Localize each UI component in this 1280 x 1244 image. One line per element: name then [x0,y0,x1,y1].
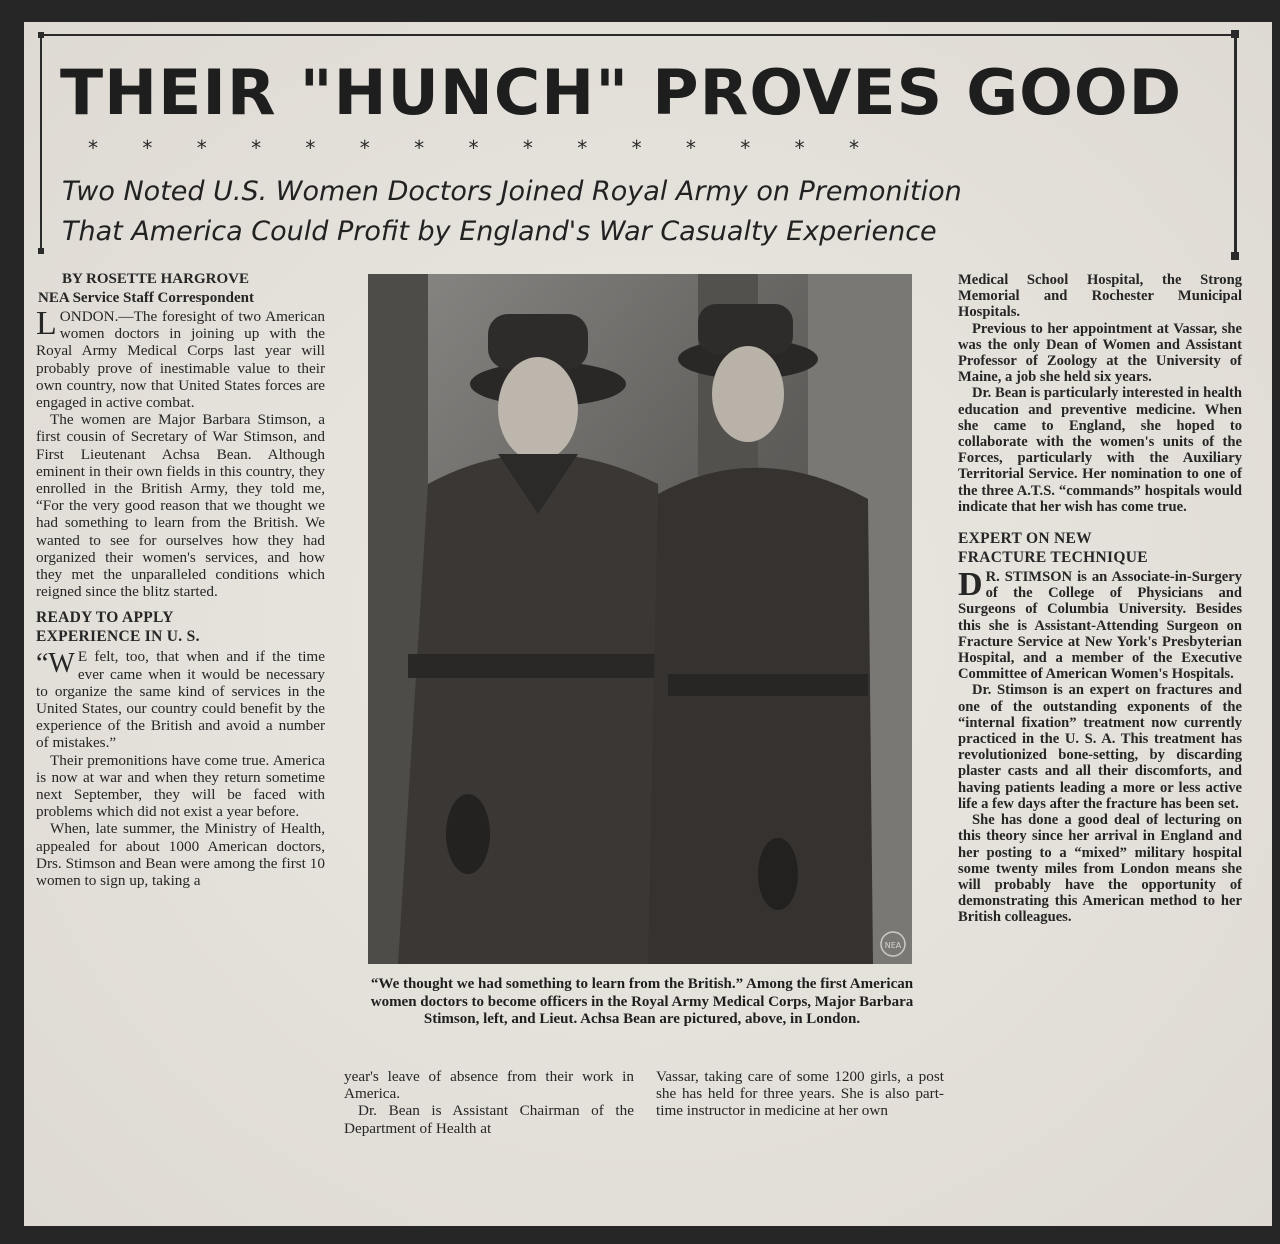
column-2-bottom [344,1068,634,1137]
column-3-bottom [656,1068,944,1120]
star-divider: * * * * * * * * * * * * * * * [88,136,862,160]
paragraph: The women are Major Barbara Stimson, a first cousin of Secretary of War Stimson, and First Lieutenant Achsa Bean. Although eminent in their own fields in this country, they enrolled in the British Army, they told me, “For the very good reason that we thought we had something to learn from the British. We wanted to see for ourselves how they had organized their women's services, and how they met the unparalleled conditions which reigned since the blitz started. [36,411,325,601]
photo-caption: “We thought we had something to learn from the British.” Among the first American women doctors to become officers in the Royal Army Medical Corps, Major Barbara Stimson, left, and Lieut. Achsa Bean are pictured, above, in London. [370,976,914,1027]
title-frame-corner-br [1231,252,1239,260]
subhead: READY TO APPLY EXPERIENCE IN U. S. [36,609,200,646]
paragraph: Previous to her appointment at Vassar, she was the only Dean of Women and Assistant Professor of Zoology at the University of Maine, a job she held six years. [958,320,1242,386]
column-1 [36,270,325,889]
paragraph: Their premonitions have come true. America is now at war and when they return sometime next September, they will be faced with problems which did not exist a year before. [36,751,325,821]
paragraph: Medical School Hospital, the Strong Memorial and Rochester Municipal Hospitals. [958,272,1242,321]
paragraph: Vassar, taking care of some 1200 girls, a post she has held for three years. She is also part-time instructor in medicine at her own [656,1068,944,1120]
headline: THEIR "HUNCH" PROVES GOOD [60,56,1183,129]
paragraph: year's leave of absence from their work in America. [344,1068,634,1103]
byline-author: BY ROSETTE HARGROVE [62,271,249,287]
title-frame-corner-bl [38,248,44,254]
title-frame-left [40,34,42,254]
subhead: EXPERT ON NEW FRACTURE TECHNIQUE [958,530,1148,567]
drop-cap: “W [36,648,75,680]
paragraph: She has done a good deal of lecturing on this theory since her arrival in England and her posting to a “mixed” military hospital some twenty miles from London means she will probably have the opportunity of demonstrating this American method to her British colleagues. [958,812,1242,926]
title-frame-right [1234,34,1237,258]
paragraph: D R. STIMSON is an Associate-in-Surgery of the College of Physicians and Surgeons of Columbia University. Besides this she is Assistant-Attending Surgeon on Fracture Service at New York's Presbyterian Hospital, and a member of the Executive Committee of American Women's Hospitals. [958,566,1242,683]
drop-cap: L [36,305,57,342]
column-4 [958,272,1242,926]
photo-illustration [368,274,912,964]
title-frame-corner-tr [1231,30,1239,38]
paragraph: When, late summer, the Ministry of Health, appealed for about 1000 American doctors, Drs. Stimson and Bean were among the first 10 women to sign up, taking a [36,820,325,890]
deck-line-1: Two Noted U.S. Women Doctors Joined Royal Army on Premonition [62,176,962,207]
paragraph: Dr. Bean is particularly interested in health education and preventive medicine. When she came to England, she hoped to collaborate with the women's units of the Forces, particularly with the Auxiliary Territorial Service. Her nomination to one of the three A.T.S. “commands” hospitals would indicate that her wish has come true. [958,385,1242,515]
paragraph: LONDON.—The foresight of two American women doctors in joining up with the Royal Army Medical Corps last year will probably prove of inestimable value to their own country, now that United States forces are engaged in active combat. [36,305,325,412]
title-frame-corner-tl [38,32,44,38]
paragraph: Dr. Stimson is an expert on fractures and one of the outstanding exponents of the “internal fixation” treatment now currently practiced in the U. S. A. This treatment has revolutionized bone-setting, by discarding plaster casts and all their discomforts, and having patients leading a more or less active life a few days after the fracture has been set. [958,682,1242,812]
photo-two-women-officers [368,274,912,964]
deck-line-2: That America Could Profit by England's War Casualty Experience [62,216,937,247]
byline-title: NEA Service Staff Correspondent [38,290,254,306]
paragraph: “W E felt, too, that when and if the time ever came when it would be necessary to organize the same kind of services in the United States, our country could benefit by the experience of the British and avoid a number of mistakes.” [36,648,325,752]
photo-credit-mark: NEA [884,941,902,950]
drop-cap: D [958,566,983,604]
paragraph: Dr. Bean is Assistant Chairman of the Department of Health at [344,1102,634,1137]
title-frame-top [40,34,1238,36]
